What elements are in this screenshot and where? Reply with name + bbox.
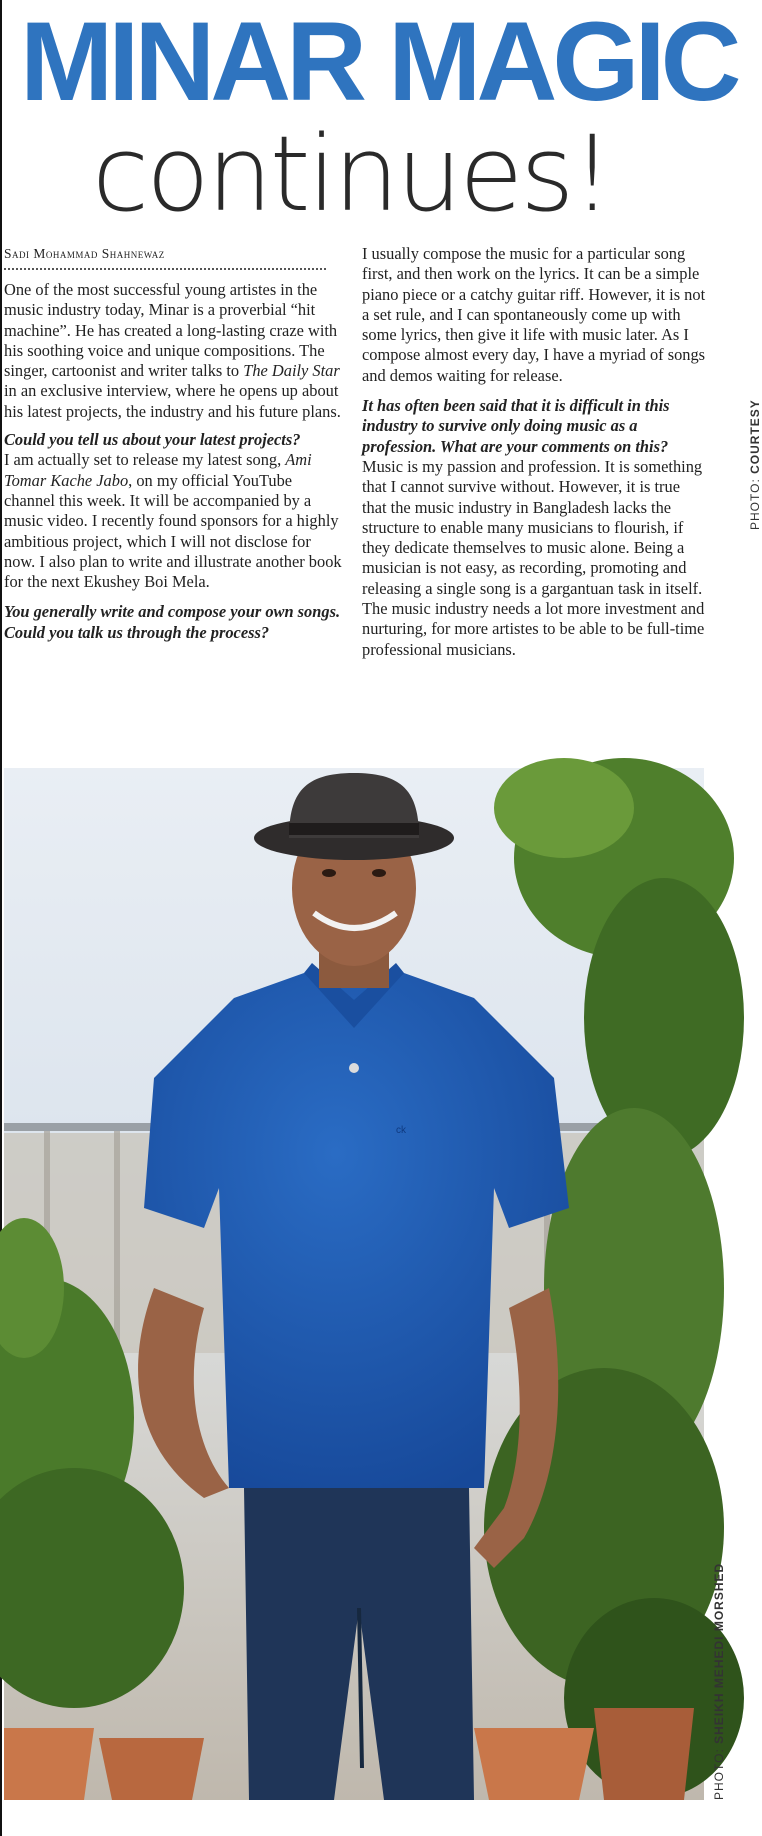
song-title: Ami Tomar Kache Jabo (4, 450, 312, 490)
intro-text-1: One of the most successful young artistes in the music industry today, Minar is a proverbial “hit machine”. He has created a long-lasting craze with his soothing voice and unique compositions. The singer, cartoonist and writer talks to (4, 280, 338, 381)
question-3: It has often been said that it is difficult in this industry to survive only doing music as a profession. What are your comments on this? (362, 396, 670, 456)
headline: MINAR MAGIC (20, 0, 737, 124)
photographer-prefix: PHOTO: (712, 1748, 726, 1800)
byline: Sadi Mohammad Shahnewaz (4, 246, 326, 270)
hat-band (289, 823, 419, 835)
intro-paragraph (4, 280, 344, 422)
courtesy-prefix: PHOTO: (748, 478, 762, 530)
answer-3: Music is my passion and profession. It is something that I cannot survive without. However, it is true that the music industry in Bangladesh lacks the structure to enable many musicians to flourish, if they dedicate themselves to music alone. Being a musician is not easy, as recording, promoting and releasing a single song is a gargantuan task in itself. The music industry needs a lot more investment and nurturing, for more artistes to be able to be full-time professional musicians. (362, 456, 705, 659)
answer-1-text-b: , on my official YouTube channel this week. It will be accompanied by a music video. I recently found sponsors for a highly ambitious project, which I will not disclose for now. I also plan to write and illustrate another book for the next Ekushey Boi Mela. (4, 470, 342, 592)
answer-2: I usually compose the music for a particular song first, and then work on the lyrics. It can be a simple piano piece or a catchy guitar riff. However, it is not a set rule, and I can spontaneously come up with some lyrics, then give it life with music later. As I compose almost every day, I have a myriad of songs and demos waiting for release. (362, 244, 706, 385)
shirt-button (349, 1063, 359, 1073)
intro-text-2: in an exclusive interview, where he opens up about his latest projects, the industry and his future plans. (4, 381, 341, 421)
answer-1 (4, 450, 344, 592)
courtesy-name: COURTESY (748, 399, 762, 474)
left-column (4, 280, 344, 647)
portrait-photo (4, 768, 704, 1800)
subheadline: continues! (92, 113, 611, 235)
publication-name: The Daily Star (243, 361, 340, 381)
courtesy-credit (748, 399, 762, 530)
answer-1-text-a: I am actually set to release my latest song, (4, 450, 286, 470)
right-column (362, 244, 708, 664)
photographer-name: SHEIKH MEHEDI MORSHED (712, 1562, 726, 1744)
portrait-illustration (4, 768, 704, 1800)
photographer-credit (712, 1563, 726, 1800)
question-2: You generally write and compose your own songs. Could you talk us through the process? (4, 602, 341, 642)
shirt-logo: ck (396, 1125, 406, 1136)
question-1: Could you tell us about your latest projects? (4, 430, 301, 450)
